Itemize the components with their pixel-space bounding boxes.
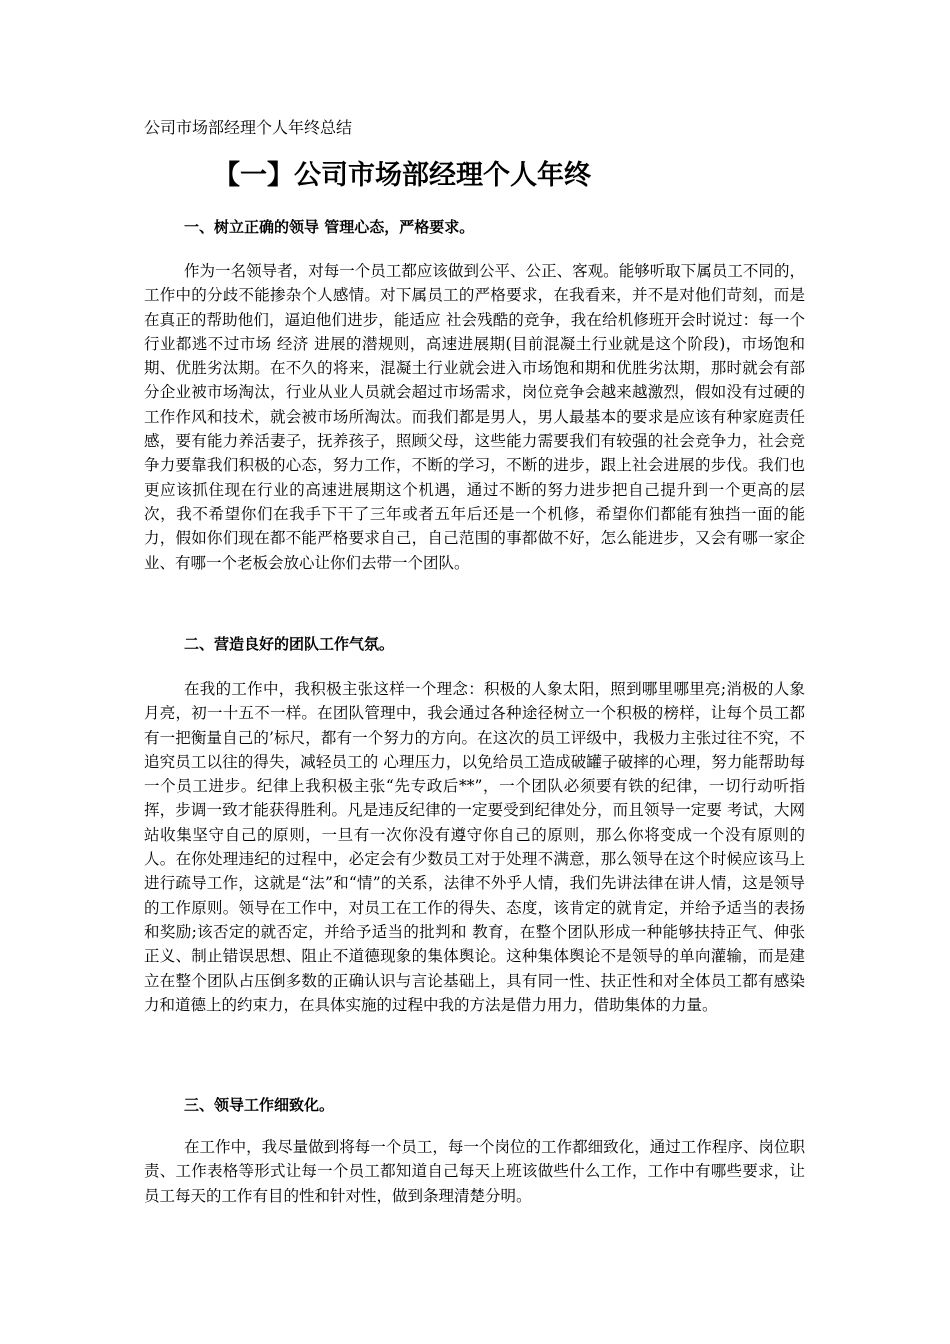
document-header: 公司市场部经理个人年终总结 (144, 118, 353, 137)
document-title: 【一】公司市场部经理个人年终 (213, 160, 591, 191)
section-heading-3: 三、领导工作细致化。 (184, 1096, 335, 1114)
section-heading-2: 二、营造良好的团队工作气氛。 (184, 635, 395, 653)
section-paragraph-3: 在工作中，我尽量做到将每一个员工，每一个岗位的工作都细致化，通过工作程序、岗位职责、工作表格等形式让每一个员工都知道自己每天上班该做些什么工作，工作中有哪些要求，让员工每天的工作有目的性和针对性，做到条理清楚分明。 (144, 1138, 805, 1205)
section-paragraph-2: 在我的工作中，我积极主张这样一个理念：积极的人象太阳，照到哪里哪里亮;消极的人象月亮，初一十五不一样。在团队管理中，我会通过各种途径树立一个积极的榜样，让每个员工都有一把衡量自己的’标尺，都有一个努力的方向。在这次的员工评级中，我极力主张过往不究，不追究员工以往的得失，减轻员工的 心理压力，以免给员工造成破罐子破摔的心理，努力能帮助每一个员工进步。纪律上我积极主张“先专政后**”，一个团队必须要有铁的纪律，一切行动听指挥，步调一致才能获得胜利。凡是违反纪律的一定要受到纪律处分，而且领导一定要 考试，大网站收集坚守自己的原则，一旦有一次你没有遵守你自己的原则，那么你将变成一个没有原则的人。在你处理违纪的过程中，必定会有少数员工对于处理不满意，那么领导在这个时候应该马上进行疏导工作，这就是“法”和“情”的关系，法律不外乎人情，我们先讲法律在讲人情，这是领导的工作原则。领导在工作中，对员工在工作的得失、态度，该肯定的就肯定，并给予适当的表扬和奖励;该否定的就否定，并给予适当的批判和 教育，在整个团队形成一种能够扶持正气、伸张正义、制止错误思想、阻止不道德现象的集体舆论。这种集体舆论不是领导的单向灌输，而是建立在整个团队占压倒多数的正确认识与言论基础上，具有同一性、扶正性和对全体员工都有感染力和道德上的约束力，在具体实施的过程中我的方法是借力用力，借助集体的力量。 (144, 680, 805, 1014)
section-paragraph-1: 作为一名领导者，对每一个员工都应该做到公平、公正、客观。能够听取下属员工不同的， 工作中的分歧不能掺杂个人感情。对下属员工的严格要求，在我看来，并不是对他们苛刻，而是在真正的帮助他们，逼迫他们进步，能适应 社会残酷的竞争，我在给机修班开会时说过：每一个行业都逃不过市场 经济 进展的潜规则，高速进展期(目前混凝土行业就是这个阶段)，市场饱和期、优胜劣汰期。在不久的将来，混凝土行业就会进入市场饱和期和优胜劣汰期，那时就会有部分企业被市场淘汰，行业从业人员就会超过市场需求，岗位竞争会越来越激烈，假如没有过硬的工作作风和技术，就会被市场所淘汰。而我们都是男人，男人最基本的要求是应该有种家庭责任感，要有能力养活妻子，抚养孩子，照顾父母，这些能力需要我们有较强的社会竞争力，社会竞争力要靠我们积极的心态，努力工作，不断的学习，不断的进步，跟上社会进展的步伐。我们也更应该抓住现在行业的高速进展期这个机遇，通过不断的努力进步把自己提升到一个更高的层次，我不希望你们在我手下干了三年或者五年后还是一个机修，希望你们都能有独挡一面的能力，假如你们现在都不能严格要求自己，自己范围的事都做不好，怎么能进步，又会有哪一家企业、有哪一个老板会放心让你们去带一个团队。 (144, 262, 805, 572)
section-heading-1: 一、树立正确的领导 管理心态，严格要求。 (184, 218, 475, 236)
